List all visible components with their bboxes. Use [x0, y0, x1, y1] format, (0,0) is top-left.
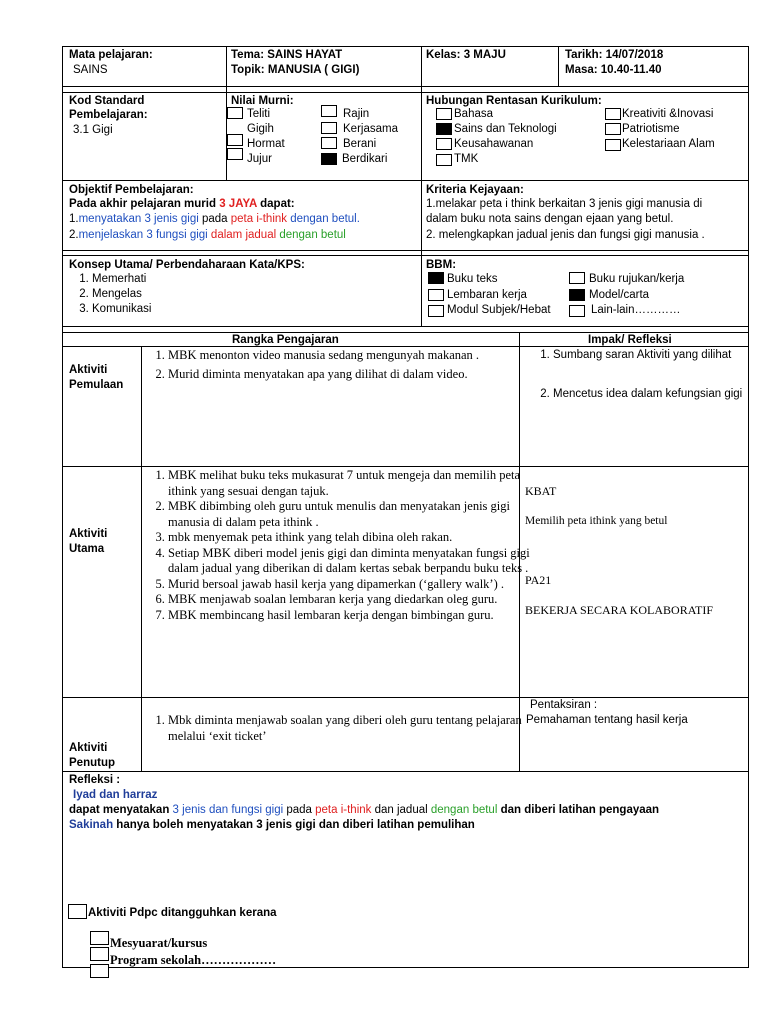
- nilai-checkbox-berdikari[interactable]: [321, 153, 337, 165]
- konsep-list: [66, 272, 151, 317]
- nilai-checkbox-hormat[interactable]: [227, 148, 243, 160]
- bbm-checkbox-lembaran[interactable]: [428, 289, 444, 301]
- hubungan-label: Hubungan Rentasan Kurikulum:: [426, 95, 602, 107]
- mesyuarat-checkbox[interactable]: [90, 931, 109, 945]
- nilai-checkbox-gigih[interactable]: [227, 134, 243, 146]
- konsep-label: Konsep Utama/ Perbendaharaan Kata/KPS:: [69, 259, 305, 271]
- utama-step: 1. MBK melihat buku teks mukasurat 7 untuk mengeja dan memilih peta ithink yang sesuai dengan tajuk.: [168, 468, 538, 499]
- hubungan-bahasa: Bahasa: [454, 108, 494, 120]
- penutup-step: 1. Mbk diminta menjawab soalan yang diberi oleh guru tentang pelajaran melalui ‘exit ticket’: [168, 713, 528, 744]
- kriteria-line-2: dalam buku nota sains dengan ejaan yang betul.: [426, 213, 674, 225]
- standard-value: 3.1 Gigi: [73, 124, 113, 136]
- utama-step: 5. Murid bersoal jawab hasil kerja yang dipamerkan (‘gallery walk’) .: [168, 577, 538, 593]
- utama-step: 2. MBK dibimbing oleh guru untuk menulis dan menyatakan jenis gigi manusia di dalam peta ithink .: [168, 499, 538, 530]
- pemulaan-label-1: Aktiviti: [69, 364, 108, 376]
- bbm-buku-teks: Buku teks: [447, 273, 498, 285]
- program-label: Program sekolah………………: [110, 953, 277, 967]
- pemulaan-label-2: Pemulaan: [69, 379, 124, 391]
- kriteria-line-3: 2. melengkapkan jadual jenis dan fungsi gigi manusia .: [426, 229, 705, 241]
- nilai-murni-label: Nilai Murni:: [231, 95, 294, 107]
- hubungan-checkbox-bahasa[interactable]: [436, 108, 452, 120]
- tema-text: Tema: SAINS HAYAT: [231, 49, 343, 61]
- nilai-checkbox-kerjasama[interactable]: [321, 122, 337, 134]
- hubungan-tmk: TMK: [454, 153, 479, 165]
- refleksi-names: Iyad dan harraz: [73, 789, 158, 801]
- bbm-checkbox-model[interactable]: [569, 289, 585, 301]
- pemulaan-step: 1. MBK menonton video manusia sedang mengunyah makanan .: [168, 348, 518, 364]
- pa21-desc: BEKERJA SECARA KOLABORATIF: [525, 603, 714, 617]
- mata-pelajaran-label: Mata pelajaran:: [69, 49, 153, 61]
- mesyuarat-label: Mesyuarat/kursus: [110, 936, 208, 950]
- hubungan-checkbox-keusahawanan[interactable]: [436, 138, 452, 150]
- impak-header: Impak/ Refleksi: [588, 334, 672, 346]
- nilai-berani: Berani: [343, 138, 377, 150]
- pentaksiran-label: Pentaksiran :: [530, 699, 598, 711]
- pentaksiran-value: Pemahaman tentang hasil kerja: [526, 714, 688, 726]
- utama-label-2: Utama: [69, 543, 105, 555]
- kriteria-label: Kriteria Kejayaan:: [426, 184, 524, 196]
- program-checkbox[interactable]: [90, 947, 109, 961]
- pemulaan-impak: [527, 348, 768, 402]
- pemulaan-steps: [142, 348, 518, 382]
- bbm-checkbox-buku-teks[interactable]: [428, 272, 444, 284]
- penutup-label-2: Penutup: [69, 757, 115, 769]
- hubungan-checkbox-tmk[interactable]: [436, 154, 452, 166]
- hubungan-checkbox-sains[interactable]: [436, 123, 452, 135]
- bbm-label: BBM:: [426, 259, 457, 271]
- refleksi-line-3: Sakinah hanya boleh menyatakan 3 jenis gigi dan diberi latihan pemulihan: [69, 819, 475, 831]
- kelas-text: Kelas: 3 MAJU: [426, 49, 506, 61]
- refleksi-label: Refleksi :: [69, 774, 121, 786]
- objektif-line-1: 1.menyatakan 3 jenis gigi pada peta i-think dengan betul.: [69, 213, 360, 225]
- pemulaan-impak-item: 2. Mencetus idea dalam kefungsian gigi: [553, 387, 768, 402]
- bbm-model: Model/carta: [589, 289, 650, 301]
- konsep-item: 1. Memerhati: [92, 272, 151, 287]
- objektif-intro: Pada akhir pelajaran murid 3 JAYA dapat:: [69, 198, 295, 210]
- nilai-jujur: Jujur: [247, 153, 272, 165]
- nilai-gigih: Gigih: [247, 123, 274, 135]
- konsep-item: 2. Mengelas: [92, 287, 151, 302]
- nilai-hormat: Hormat: [247, 138, 285, 150]
- kriteria-line-1: 1.melakar peta i think berkaitan 3 jenis gigi manusia di: [426, 198, 703, 210]
- nilai-rajin: Rajin: [343, 108, 370, 120]
- konsep-item: 3. Komunikasi: [92, 302, 151, 317]
- hubungan-keusahawanan: Keusahawanan: [454, 138, 534, 150]
- utama-step: 7. MBK membincang hasil lembaran kerja dengan bimbingan guru.: [168, 608, 538, 624]
- utama-label-1: Aktiviti: [69, 528, 108, 540]
- bbm-buku-rujukan: Buku rujukan/kerja: [589, 273, 685, 285]
- hubungan-patriotisme: Patriotisme: [622, 123, 680, 135]
- hubungan-checkbox-patriotisme[interactable]: [605, 123, 621, 135]
- pa21-text: PA21: [525, 573, 552, 587]
- utama-steps: [142, 468, 538, 623]
- utama-step: 6. MBK menjawab soalan lembaran kerja yang diedarkan oleg guru.: [168, 592, 538, 608]
- tangguh-label: Aktiviti Pdpc ditangguhkan kerana: [88, 907, 277, 919]
- masa-text: Masa: 10.40-11.40: [565, 64, 662, 76]
- tangguh-checkbox[interactable]: [68, 904, 87, 919]
- utama-step: 4. Setiap MBK diberi model jenis gigi dan diminta menyatakan fungsi gigi dalam jadual yang diberikan di dalam kertas sebak berpandu buku teks .: [168, 546, 538, 577]
- nilai-checkbox-teliti[interactable]: [227, 107, 243, 119]
- objektif-label: Objektif Pembelajaran:: [69, 184, 194, 196]
- bbm-lembaran: Lembaran kerja: [447, 289, 527, 301]
- bbm-checkbox-modul[interactable]: [428, 305, 444, 317]
- penutup-label-1: Aktiviti: [69, 742, 108, 754]
- nilai-checkbox-berani[interactable]: [321, 137, 337, 149]
- hubungan-kreativiti: Kreativiti &Inovasi: [622, 108, 714, 120]
- mata-pelajaran-value: SAINS: [73, 64, 108, 76]
- kod-standard-label: Kod Standard: [69, 95, 145, 107]
- penutup-steps: [142, 713, 528, 744]
- bbm-lain: Lain-lain…………: [591, 304, 681, 316]
- hubungan-kelestariaan: Kelestariaan Alam: [622, 138, 715, 150]
- nilai-kerjasama: Kerjasama: [343, 123, 398, 135]
- rangka-header: Rangka Pengajaran: [232, 334, 339, 346]
- pemulaan-impak-item: 1. Sumbang saran Aktiviti yang dilihat: [553, 348, 768, 363]
- nilai-checkbox-rajin[interactable]: [321, 105, 337, 117]
- utama-step: 3. mbk menyemak peta ithink yang telah dibina oleh rakan.: [168, 530, 538, 546]
- other-checkbox[interactable]: [90, 964, 109, 978]
- hubungan-checkbox-kreativiti[interactable]: [605, 108, 621, 120]
- pemulaan-step: 2. Murid diminta menyatakan apa yang dilihat di dalam video.: [168, 367, 518, 383]
- bbm-checkbox-buku-rujukan[interactable]: [569, 272, 585, 284]
- refleksi-line-2: dapat menyatakan 3 jenis dan fungsi gigi pada peta i-think dan jadual dengan betul dan diberi latihan pengayaan: [69, 804, 660, 816]
- nilai-teliti: Teliti: [247, 108, 271, 120]
- hubungan-sains: Sains dan Teknologi: [454, 123, 557, 135]
- bbm-modul: Modul Subjek/Hebat: [447, 304, 551, 316]
- tarikh-text: Tarikh: 14/07/2018: [565, 49, 664, 61]
- topik-text: Topik: MANUSIA ( GIGI): [231, 64, 360, 76]
- kbat-desc: Memilih peta ithink yang betul: [525, 515, 668, 527]
- bbm-checkbox-lain[interactable]: [569, 305, 585, 317]
- objektif-line-2: 2.menjelaskan 3 fungsi gigi dalam jadual dengan betul: [69, 229, 346, 241]
- kbat-text: KBAT: [525, 484, 557, 498]
- hubungan-checkbox-kelestariaan[interactable]: [605, 139, 621, 151]
- pembelajaran-label: Pembelajaran:: [69, 109, 148, 121]
- nilai-berdikari: Berdikari: [342, 153, 388, 165]
